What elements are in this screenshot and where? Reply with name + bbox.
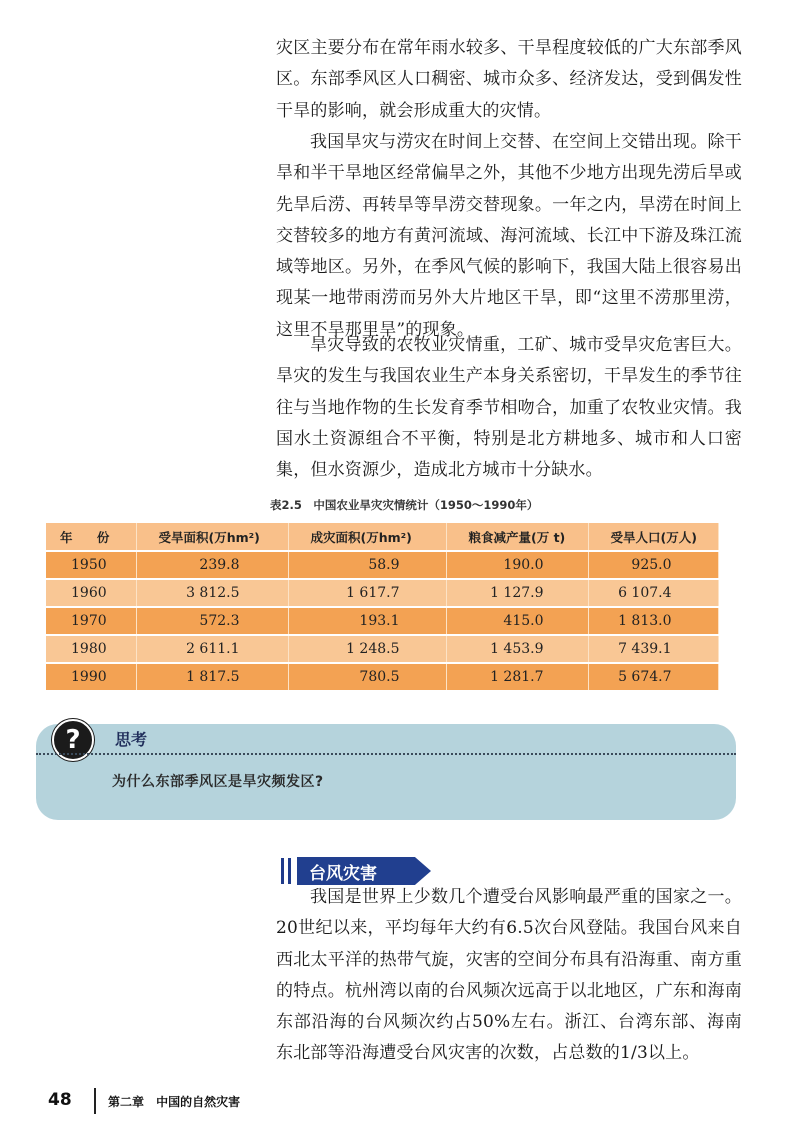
table-row — [46, 663, 718, 690]
cell-year: 1950 — [46, 551, 136, 579]
cell-grain-loss: 1 127.9 — [446, 579, 588, 607]
footer-divider — [94, 1088, 96, 1114]
cell-affected-area: 572.3 — [136, 607, 288, 635]
paragraph-agriculture-impact: 旱灾导致的农牧业灾情重，工矿、城市受旱灾危害巨大。旱灾的发生与我国农业生产本身关系密切，干旱发生的季节往往与当地作物的生长发育季节相吻合，加重了农牧业灾情。我国水土资源组合不平衡，特别是北方耕地多、城市和人口密集，但水资源少，造成北方城市十分缺水。 — [276, 335, 742, 481]
cell-affected-area: 3 812.5 — [136, 579, 288, 607]
think-title: 思考 — [115, 730, 148, 749]
question-mark-icon: ? — [52, 719, 94, 761]
cell-affected-population: 1 813.0 — [588, 607, 718, 635]
page-number: 48 — [48, 1090, 72, 1110]
table-row — [46, 635, 718, 663]
cell-year: 1990 — [46, 663, 136, 690]
heading-bar-icon — [288, 858, 291, 884]
chapter-title: 第二章 中国的自然灾害 — [108, 1095, 241, 1109]
think-question: 为什么东部季风区是旱灾频发区? — [112, 774, 324, 790]
table-row — [46, 551, 718, 579]
table-header-row — [46, 523, 718, 551]
cell-affected-area: 2 611.1 — [136, 635, 288, 663]
cell-affected-area: 239.8 — [136, 551, 288, 579]
header-affected-population: 受旱人口(万人) — [588, 523, 718, 551]
cell-affected-population: 5 674.7 — [588, 663, 718, 690]
cell-year: 1970 — [46, 607, 136, 635]
header-disaster-area: 成灾面积(万hm²) — [288, 523, 446, 551]
cell-grain-loss: 415.0 — [446, 607, 588, 635]
cell-disaster-area: 193.1 — [288, 607, 446, 635]
section-heading-typhoon — [281, 857, 433, 885]
paragraph-disaster-area: 灾区主要分布在常年雨水较多、干旱程度较低的广大东部季风区。东部季风区人口稠密、城市众多、经济发达，受到偶发性干旱的影响，就会形成重大的灾情。 — [276, 38, 742, 121]
paragraph-drought-flood: 我国旱灾与涝灾在时间上交替、在空间上交错出现。除干旱和半干旱地区经常偏旱之外，其他不少地方出现先涝后旱或先旱后涝、再转旱等旱涝交替现象。一年之内，旱涝在时间上交替较多的地方有黄河流域、海河流域、长江中下游及珠江流域等地区。另外，在季风气候的影响下，我国大陆上很容易出现某一地带雨涝而另外大片地区干旱，即“这里不涝那里涝，这里不旱那里旱”的现象。 — [276, 132, 742, 340]
cell-disaster-area: 1 248.5 — [288, 635, 446, 663]
heading-bar-icon — [281, 858, 284, 884]
cell-disaster-area: 780.5 — [288, 663, 446, 690]
section-title: 台风灾害 — [309, 864, 377, 884]
cell-grain-loss: 1 281.7 — [446, 663, 588, 690]
header-affected-area: 受旱面积(万hm²) — [136, 523, 288, 551]
cell-affected-area: 1 817.5 — [136, 663, 288, 690]
cell-grain-loss: 1 453.9 — [446, 635, 588, 663]
header-year: 年 份 — [46, 523, 136, 551]
cell-year: 1980 — [46, 635, 136, 663]
drought-statistics-table — [46, 523, 718, 690]
cell-year: 1960 — [46, 579, 136, 607]
paragraph-typhoon: 我国是世界上少数几个遭受台风影响最严重的国家之一。20世纪以来，平均每年大约有6.5次台风登陆。我国台风来自西北太平洋的热带气旋，灾害的空间分布具有沿海重、南方重的特点。杭州湾以南的台风频次远高于以北地区，广东和海南东部沿海的台风频次约占50%左右。浙江、台湾东部、海南东北部等沿海遭受台风灾害的次数，占总数的1/3以上。 — [276, 887, 742, 1064]
table-row — [46, 579, 718, 607]
header-grain-loss: 粮食减产量(万 t) — [446, 523, 588, 551]
cell-affected-population: 925.0 — [588, 551, 718, 579]
cell-disaster-area: 58.9 — [288, 551, 446, 579]
cell-grain-loss: 190.0 — [446, 551, 588, 579]
cell-affected-population: 7 439.1 — [588, 635, 718, 663]
dotted-divider — [36, 753, 736, 755]
cell-disaster-area: 1 617.7 — [288, 579, 446, 607]
table-caption: 表2.5 中国农业旱灾灾情统计（1950～1990年） — [270, 498, 539, 512]
cell-affected-population: 6 107.4 — [588, 579, 718, 607]
table-row — [46, 607, 718, 635]
